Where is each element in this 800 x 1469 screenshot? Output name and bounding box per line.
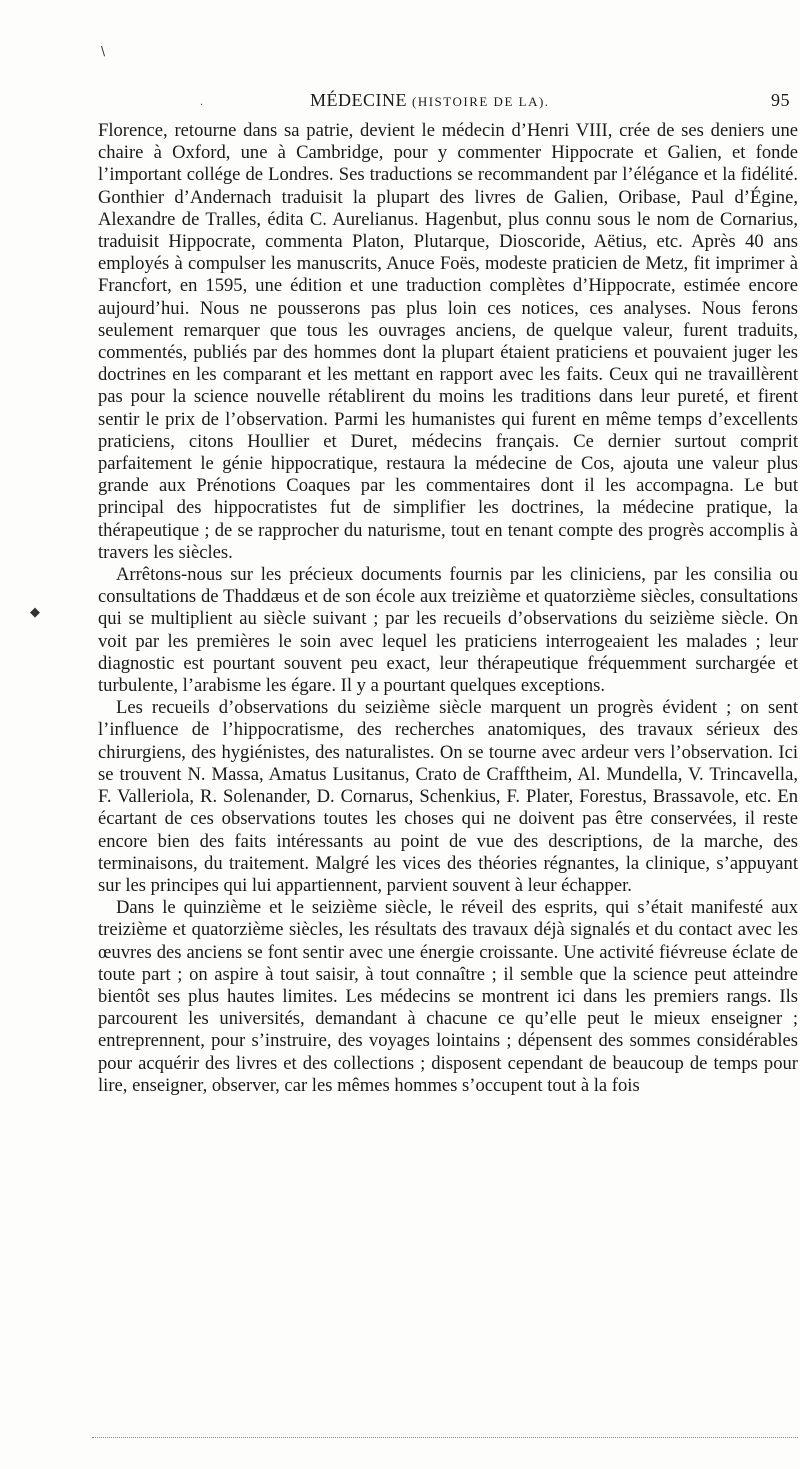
paragraph: Les recueils d’observations du seizième siècle marquent un progrès évident ; on sent l’influence de l’hippocratisme, des recherches anatomiques, des travaux sérieux des chirurgiens, des hygiénistes, des naturalistes. On se tourne avec ardeur vers l’observation. Ici se trouvent N. Massa, Amatus Lusitanus, Crato de Crafftheim, Al. Mundella, V. Trincavella, F. Valleriola, R. Solenander, D. Cornarus, Schenkius, F. Plater, Forestus, Brassavole, etc. En écartant de ces observations toutes les choses qui ne doivent pas être conservées, il reste encore bien des faits intéressants au point de vue des descriptions, de la marche, des terminaisons, du traitement. Malgré les vices des théories régnantes, la clinique, s’appuyant sur les principes qui lui appartiennent, parvient souvent à leur échapper.	[98, 697, 798, 896]
running-title	[310, 90, 550, 111]
running-title-main: MÉDECINE	[310, 90, 407, 110]
paragraph: Florence, retourne dans sa patrie, devient le médecin d’Henri VIII, crée de ses deniers une chaire à Oxford, une à Cambridge, pour y commenter Hippocrate et Galien, et fonde l’important collége de Londres. Ses traductions se recommandent par l’élégance et la fidélité. Gonthier d’Andernach traduisit la plupart des livres de Galien, Oribase, Paul d’Égine, Alexandre de Tralles, édita C. Aurelianus. Hagenbut, plus connu sous le nom de Cornarius, traduisit Hippocrate, commenta Platon, Plutarque, Dioscoride, Aëtius, etc. Après 40 ans employés à compulser les manuscrits, Anuce Foës, modeste praticien de Metz, fit imprimer à Francfort, en 1595, une édition et une traduction complètes d’Hippocrate, estimée encore aujourd’hui. Nous ne pousserons pas plus loin ces notices, ces analyses. Nous ferons seulement remarquer que tous les ouvrages anciens, de quelque valeur, furent traduits, commentés, publiés par des hommes dont la plupart étaient praticiens et pouvaient juger les doctrines en les comparant et les mettant en rapport avec les faits. Ceux qui ne travaillèrent pas pour la science nouvelle rétablirent du moins les traditions dans leur pureté, et firent sentir le prix de l’observation. Parmi les humanistes qui furent en même temps d’excellents praticiens, citons Houllier et Duret, médecins français. Ce dernier surtout comprit parfaitement le génie hippocratique, restaura la médecine de Cos, ajouta une valeur plus grande aux Prénotions Coaques par les commentaires dont il les accompagna. Le but principal des hippocratistes fut de simplifier les doctrines, la médecine pratique, la thérapeutique ; de se rapprocher du naturisme, tout en tenant compte des progrès accomplis à travers les siècles.	[98, 120, 798, 563]
margin-mark: ◆	[30, 605, 40, 620]
running-title-subtitle: (HISTOIRE DE LA).	[412, 94, 550, 109]
page-number: 95	[771, 90, 790, 110]
running-head	[98, 90, 798, 120]
ink-speck: \	[101, 44, 106, 58]
paragraph: Arrêtons-nous sur les précieux documents fournis par les cliniciens, par les consilia ou consultations de Thaddæus et de son école aux treizième et quatorzième siècles, consultations qui se multiplient au siècle suivant ; par les recueils d’observations du seizième siècle. On voit par les premières le soin avec lequel les praticiens interrogeaient les malades ; leur diagnostic est pourtant souvent peu exact, leur thérapeutique fréquemment surchargée et turbulente, l’arabisme les égare. Il y a pourtant quelques exceptions.	[98, 564, 798, 697]
body-text	[98, 120, 798, 1097]
footer-dotted-rule	[92, 1437, 798, 1438]
paragraph: Dans le quinzième et le seizième siècle, le réveil des esprits, qui s’était manifesté aux treizième et quatorzième siècles, les résultats des travaux déjà signalés et du contact avec les œuvres des anciens se font sentir avec une énergie croissante. Une activité fiévreuse éclate de toute part ; on aspire à tout saisir, à tout connaître ; il semble que la science peut atteindre bientôt ses plus hautes limites. Les médecins se montrent ici dans les premiers rangs. Ils parcourent les universités, demandant à chacune ce qu’elle peut le mieux enseigner ; entreprennent, pour s’instruire, des voyages lointains ; dépensent des sommes considérables pour acquérir des livres et des collections ; disposent cependant de beaucoup de temps pour lire, enseigner, observer, car les mêmes hommes s’occupent tout à la fois	[98, 897, 798, 1096]
ink-speck: .	[200, 97, 204, 108]
